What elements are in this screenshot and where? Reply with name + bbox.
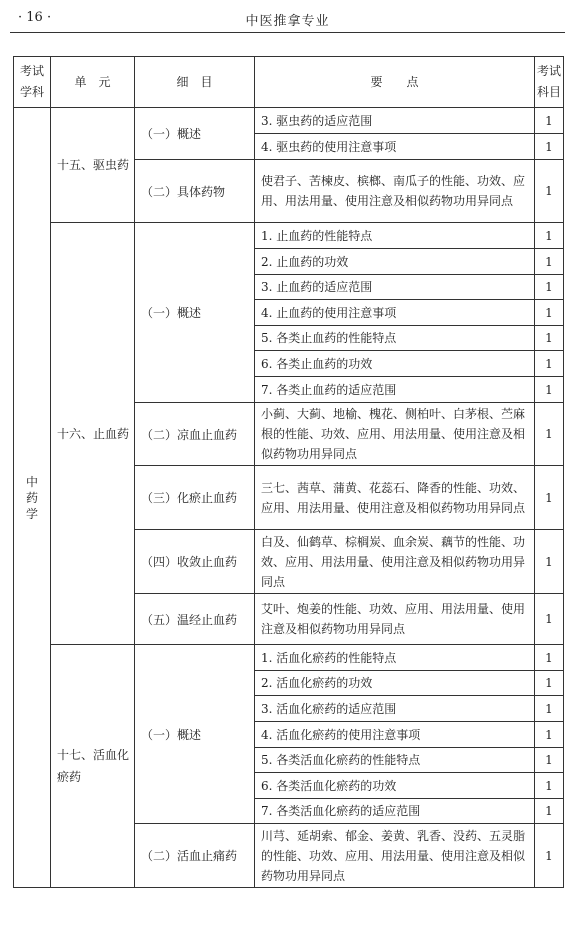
header-item: 细 目 (135, 57, 255, 108)
point-cell: 3. 活血化瘀药的适应范围 (255, 696, 535, 722)
point-cell: 4. 止血药的使用注意事项 (255, 300, 535, 326)
count-cell: 1 (535, 300, 564, 326)
item-cell: （二）活血止痛药 (135, 824, 255, 888)
point-cell: 三七、茜草、蒲黄、花蕊石、降香的性能、功效、应用、用法用量、使用注意及相似药物功用异同点 (255, 466, 535, 530)
count-cell: 1 (535, 799, 564, 824)
page-header (0, 0, 575, 34)
unit-cell: 十六、止血药 (51, 223, 135, 645)
table-header-row (14, 57, 564, 108)
item-cell: （一）概述 (135, 223, 255, 403)
table-row (14, 108, 564, 134)
count-cell: 1 (535, 696, 564, 722)
item-cell: （一）概述 (135, 108, 255, 160)
item-cell: （四）收敛止血药 (135, 530, 255, 594)
item-cell: （二）具体药物 (135, 160, 255, 223)
header-unit: 单 元 (51, 57, 135, 108)
count-cell: 1 (535, 326, 564, 351)
running-title: 中医推拿专业 (245, 14, 330, 29)
unit-cell: 十七、活血化瘀药 (51, 645, 135, 888)
point-cell: 2. 止血药的功效 (255, 249, 535, 275)
count-cell: 1 (535, 377, 564, 403)
point-cell: 1. 止血药的性能特点 (255, 223, 535, 249)
item-cell: （三）化瘀止血药 (135, 466, 255, 530)
count-cell: 1 (535, 645, 564, 671)
point-cell: 4. 驱虫药的使用注意事项 (255, 134, 535, 160)
item-cell: （五）温经止血药 (135, 594, 255, 645)
header-rule (10, 32, 565, 33)
point-cell: 川芎、延胡索、郁金、姜黄、乳香、没药、五灵脂的性能、功效、应用、用法用量、使用注意及相似药物功用异同点 (255, 824, 535, 888)
count-cell: 1 (535, 466, 564, 530)
point-cell: 6. 各类活血化瘀药的功效 (255, 773, 535, 799)
count-cell: 1 (535, 594, 564, 645)
table-row (14, 223, 564, 249)
point-cell: 艾叶、炮姜的性能、功效、应用、用法用量、使用注意及相似药物功用异同点 (255, 594, 535, 645)
count-cell: 1 (535, 351, 564, 377)
count-cell: 1 (535, 748, 564, 773)
point-cell: 4. 活血化瘀药的使用注意事项 (255, 722, 535, 748)
syllabus-table (13, 56, 564, 888)
point-cell: 3. 止血药的适应范围 (255, 275, 535, 300)
point-cell: 5. 各类止血药的性能特点 (255, 326, 535, 351)
subject-cell: 中 药 学 (14, 108, 51, 888)
count-cell: 1 (535, 403, 564, 466)
point-cell: 5. 各类活血化瘀药的性能特点 (255, 748, 535, 773)
count-cell: 1 (535, 223, 564, 249)
count-cell: 1 (535, 530, 564, 594)
point-cell: 3. 驱虫药的适应范围 (255, 108, 535, 134)
table-row (14, 645, 564, 671)
count-cell: 1 (535, 773, 564, 799)
point-cell: 6. 各类止血药的功效 (255, 351, 535, 377)
count-cell: 1 (535, 249, 564, 275)
header-count: 考试 科目 (535, 57, 564, 108)
count-cell: 1 (535, 160, 564, 223)
count-cell: 1 (535, 108, 564, 134)
point-cell: 使君子、苦楝皮、槟榔、南瓜子的性能、功效、应用、用法用量、使用注意及相似药物功用异同点 (255, 160, 535, 223)
count-cell: 1 (535, 722, 564, 748)
count-cell: 1 (535, 275, 564, 300)
page-number: · 16 · (18, 10, 52, 25)
item-cell: （二）凉血止血药 (135, 403, 255, 466)
point-cell: 白及、仙鹤草、棕榈炭、血余炭、藕节的性能、功效、应用、用法用量、使用注意及相似药物功用异同点 (255, 530, 535, 594)
point-cell: 小蓟、大蓟、地榆、槐花、侧柏叶、白茅根、苎麻根的性能、功效、应用、用法用量、使用注意及相似药物功用异同点 (255, 403, 535, 466)
count-cell: 1 (535, 824, 564, 888)
unit-cell: 十五、驱虫药 (51, 108, 135, 223)
point-cell: 7. 各类止血药的适应范围 (255, 377, 535, 403)
header-subject: 考试 学科 (14, 57, 51, 108)
item-cell: （一）概述 (135, 645, 255, 824)
header-points: 要 点 (255, 57, 535, 108)
point-cell: 1. 活血化瘀药的性能特点 (255, 645, 535, 671)
count-cell: 1 (535, 671, 564, 696)
point-cell: 7. 各类活血化瘀药的适应范围 (255, 799, 535, 824)
point-cell: 2. 活血化瘀药的功效 (255, 671, 535, 696)
count-cell: 1 (535, 134, 564, 160)
